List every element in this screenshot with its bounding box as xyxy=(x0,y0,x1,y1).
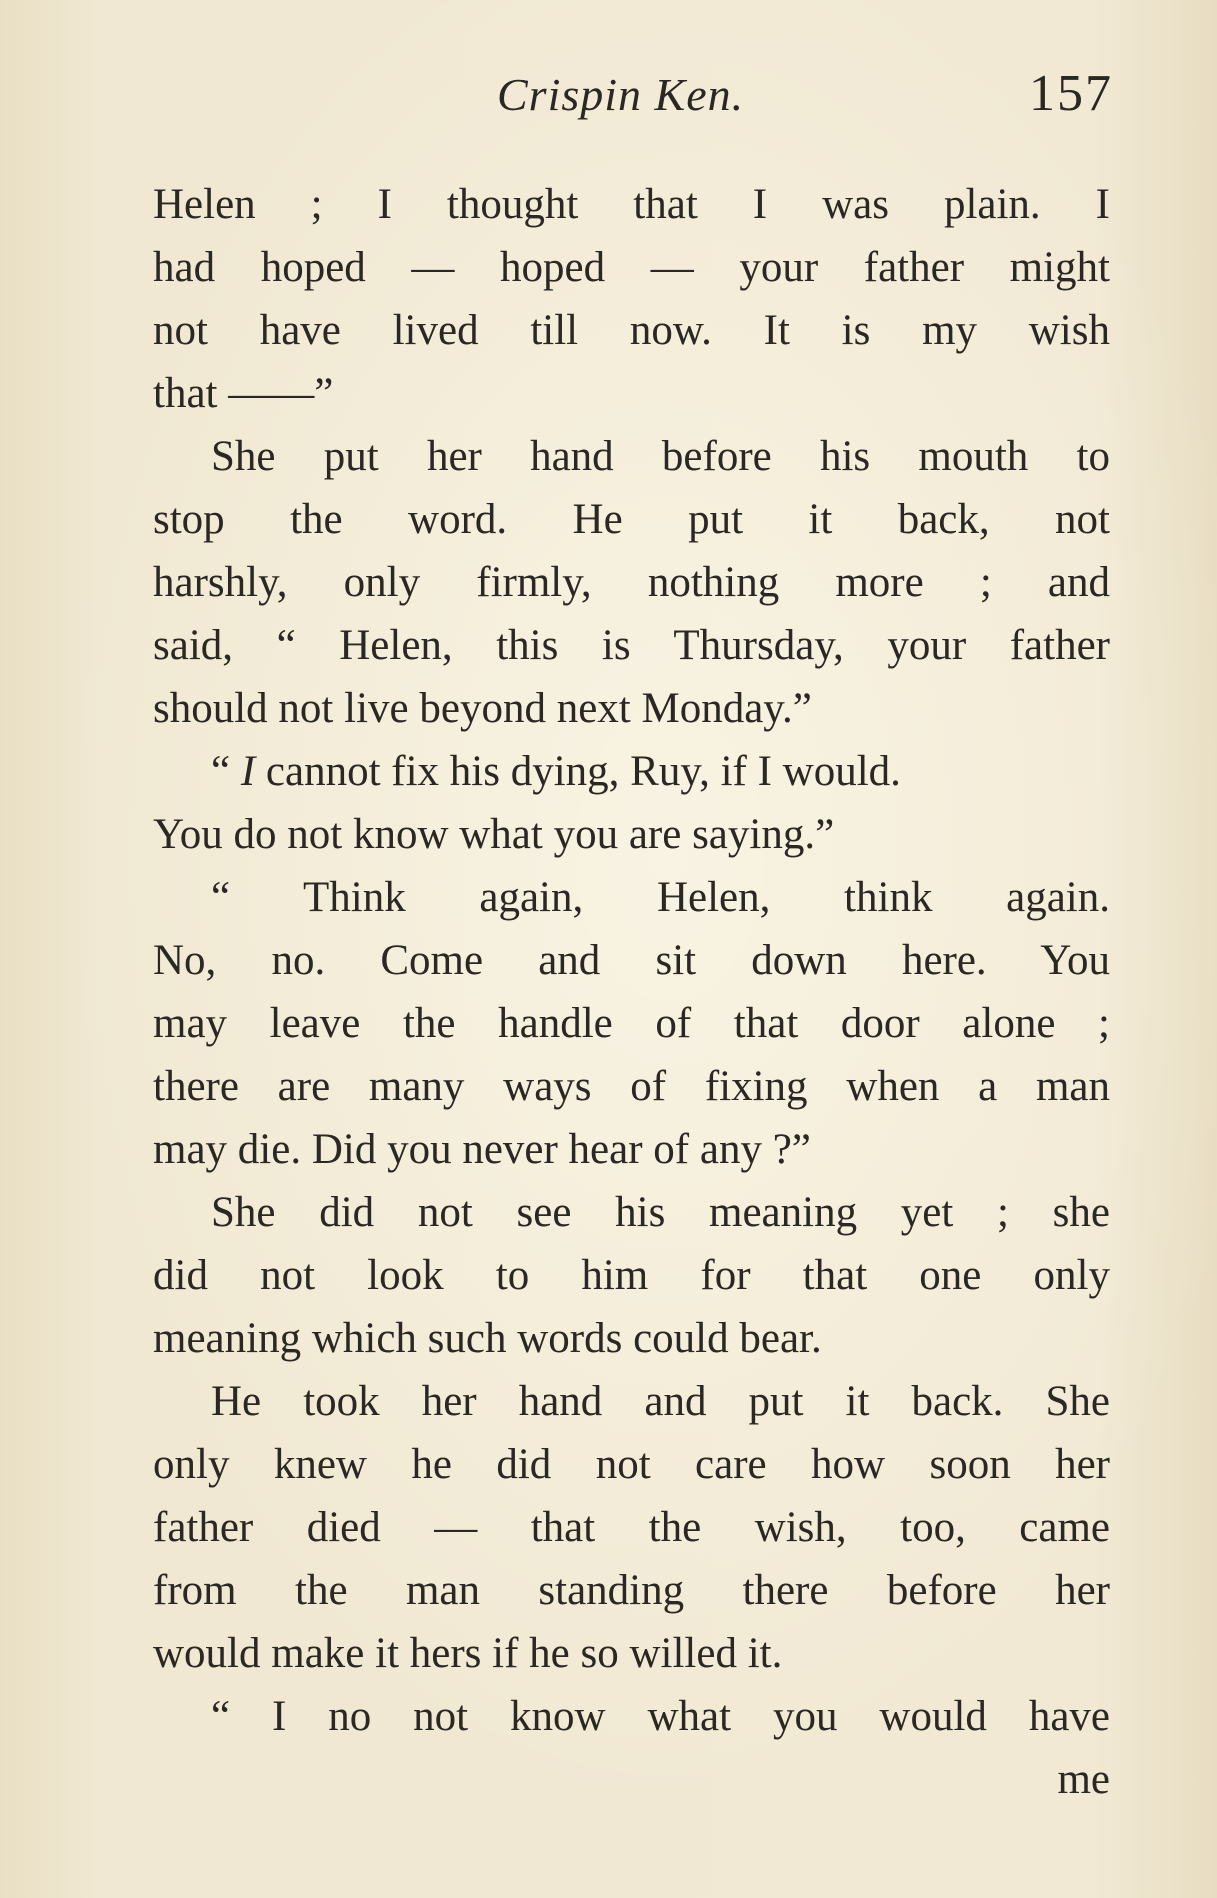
text-line-3: not have lived till now. It is my wish xyxy=(153,307,1110,354)
text-line-9: should not live beyond next Monday.” xyxy=(153,685,812,732)
text-line-2: had hoped — hoped — your father might xyxy=(153,244,1110,291)
text-line-1: Helen ; I thought that I was plain. I xyxy=(153,181,1110,228)
text-line-25: “ I no not know what you would have xyxy=(211,1693,1110,1740)
text-line-6: stop the word. He put it back, not xyxy=(153,496,1110,543)
text-line-11: You do not know what you are saying.” xyxy=(153,811,835,858)
text-line-7: harshly, only firmly, nothing more ; and xyxy=(153,559,1110,606)
text-line-5: She put her hand before his mouth to xyxy=(211,433,1110,480)
text-line-24: would make it hers if he so willed it. xyxy=(153,1630,783,1677)
body-text xyxy=(153,173,1110,1811)
text-line-21: only knew he did not care how soon her xyxy=(153,1441,1110,1488)
text-line-15: there are many ways of fixing when a man xyxy=(153,1063,1110,1110)
text-line-19: meaning which such words could bear. xyxy=(153,1315,822,1362)
text-line-4: that ——” xyxy=(153,370,334,417)
text-line-20: He took her hand and put it back. She xyxy=(211,1378,1110,1425)
text-line-8: said, “ Helen, this is Thursday, your father xyxy=(153,622,1110,669)
text-line-13: No, no. Come and sit down here. You xyxy=(153,937,1110,984)
text-line-23: from the man standing there before her xyxy=(153,1567,1110,1614)
open-quote: “ xyxy=(211,748,231,795)
text-line-18: did not look to him for that one only xyxy=(153,1252,1110,1299)
text-line-16: may die. Did you never hear of any ?” xyxy=(153,1126,811,1173)
text-line-17: She did not see his meaning yet ; she xyxy=(211,1189,1110,1236)
running-title: Crispin Ken. xyxy=(497,69,745,120)
running-head xyxy=(153,60,1113,130)
text-line-12: “ Think again, Helen, think again. xyxy=(211,874,1110,921)
catchword: me xyxy=(1057,1756,1110,1803)
italic-word: I xyxy=(240,748,256,795)
text-line-10 xyxy=(153,740,1110,803)
text-line-22: father died — that the wish, too, came xyxy=(153,1504,1110,1551)
text-line-14: may leave the handle of that door alone ; xyxy=(153,1000,1110,1047)
page-number: 157 xyxy=(1029,65,1113,122)
text-line-10-rest: cannot fix his dying, Ruy, if I would. xyxy=(265,748,901,795)
